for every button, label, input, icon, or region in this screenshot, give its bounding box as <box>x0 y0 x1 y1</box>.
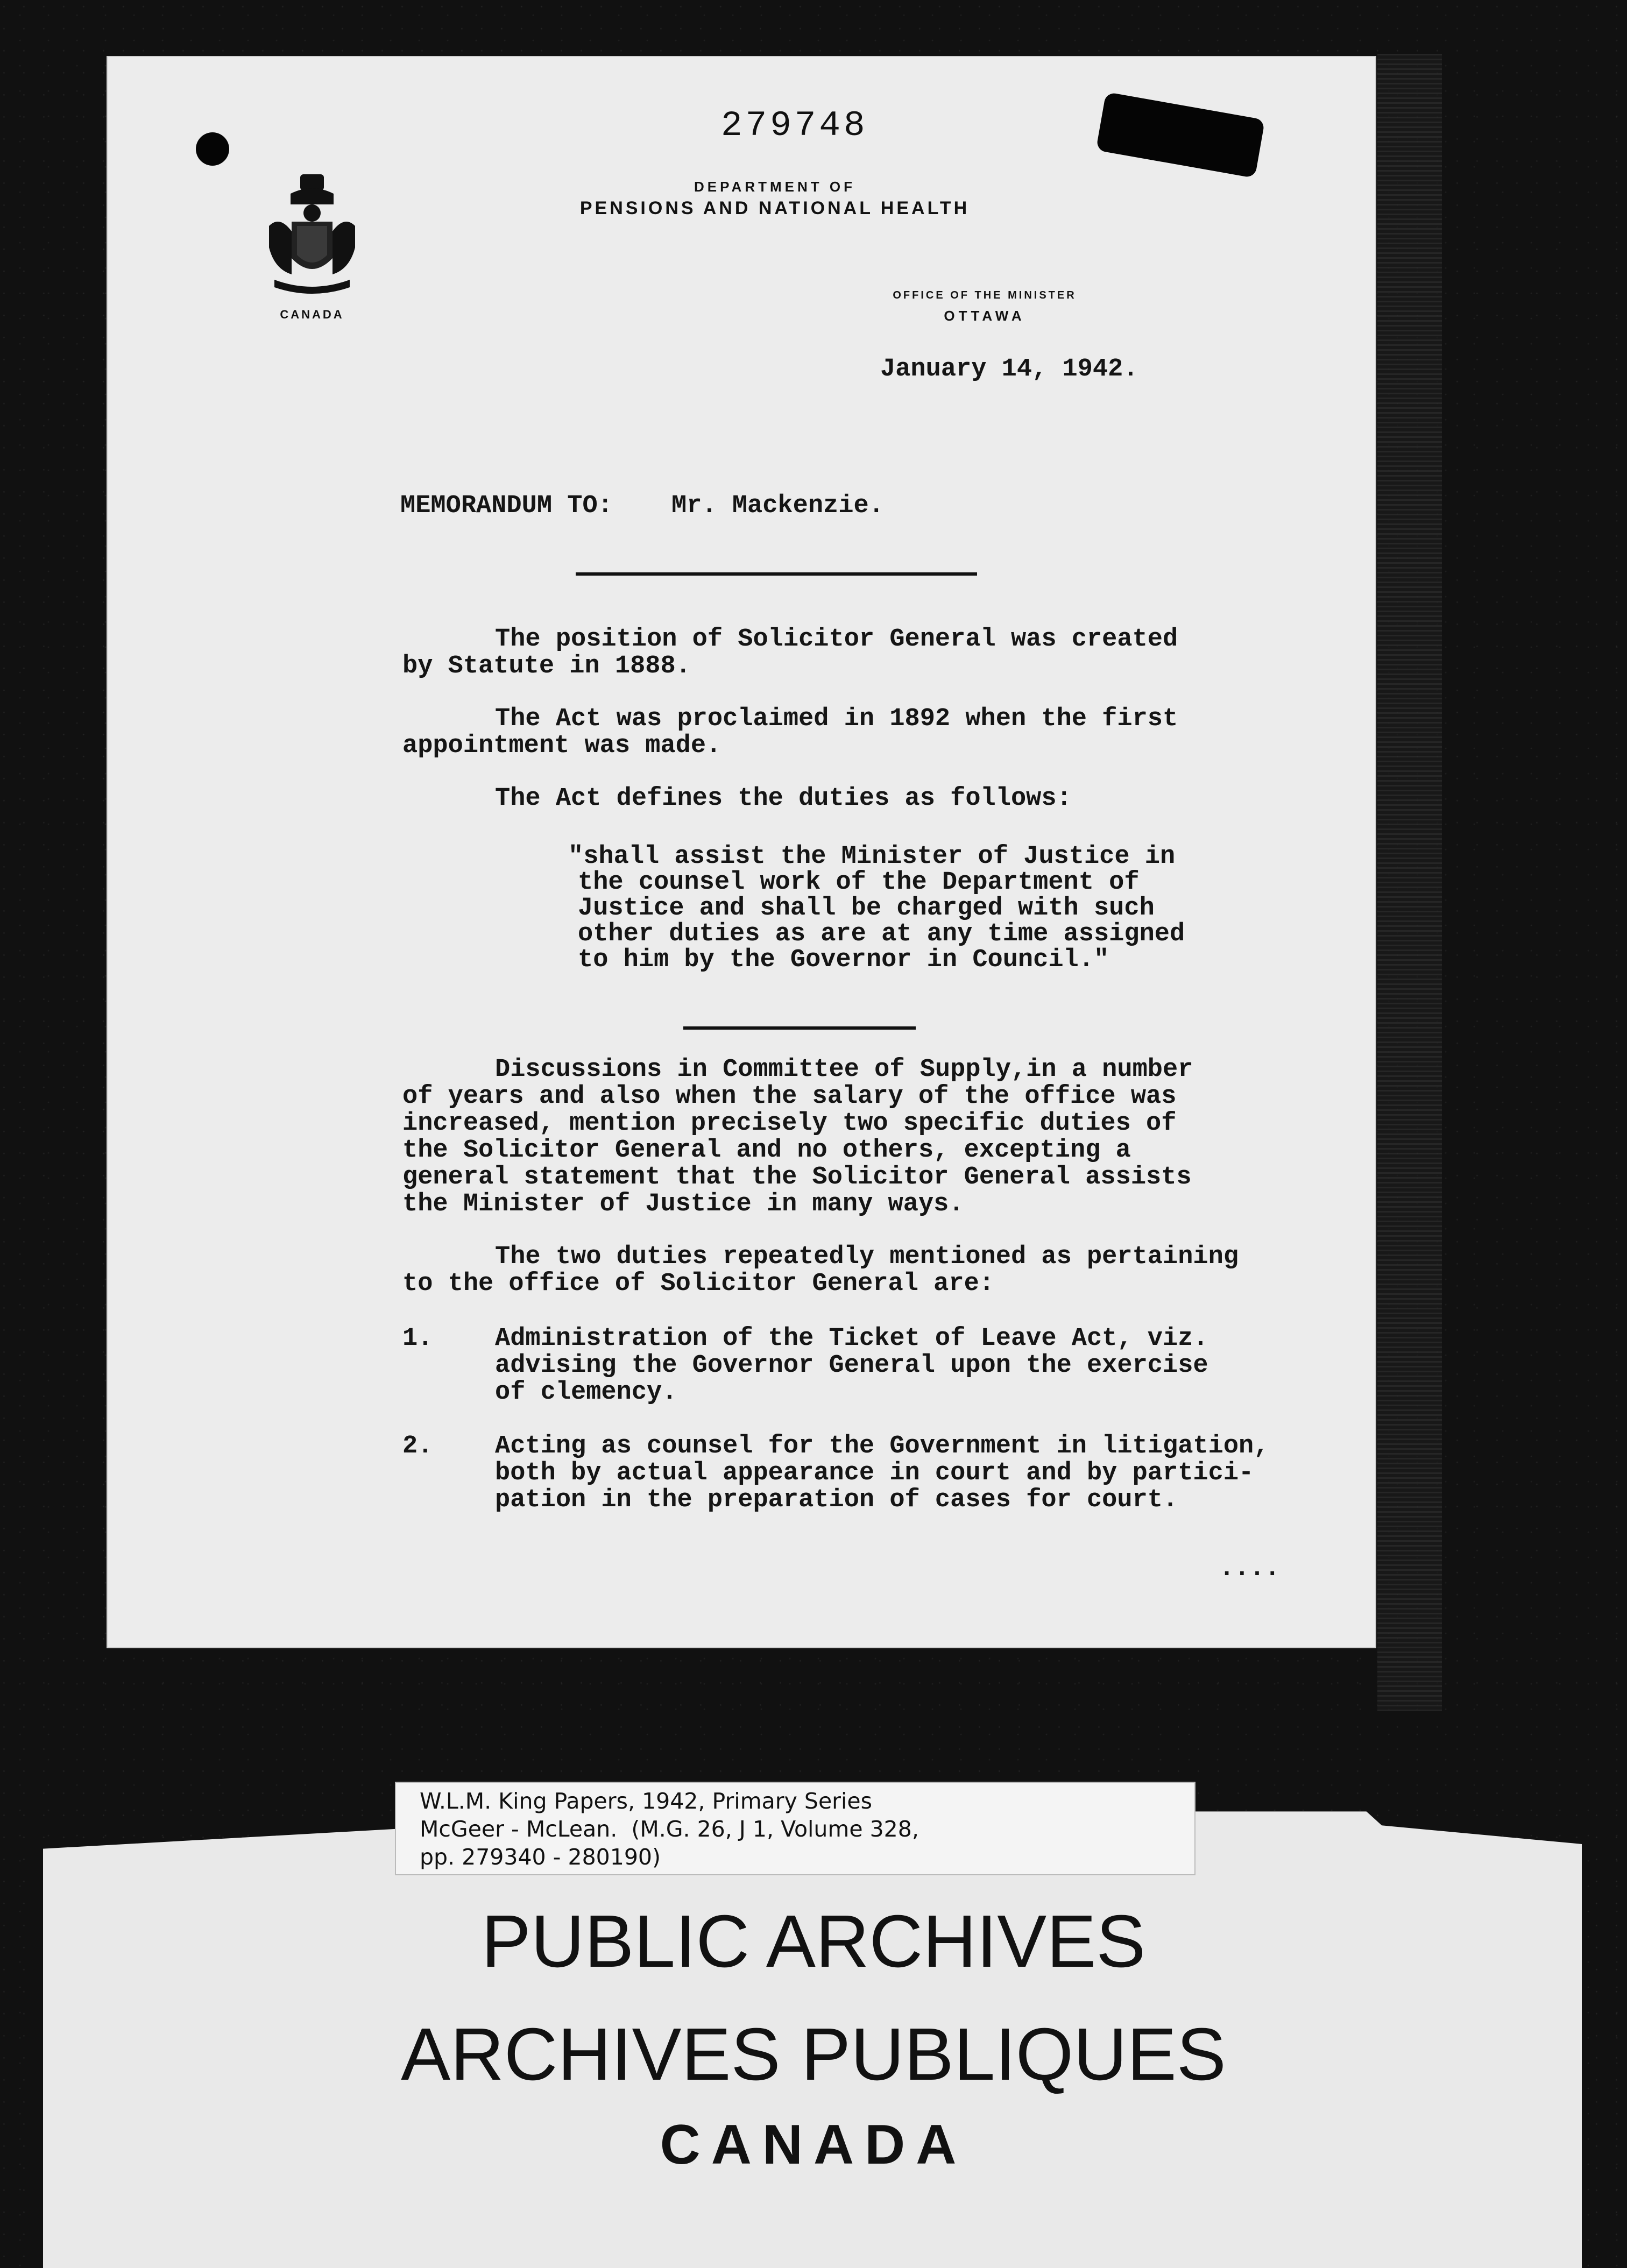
department-label: DEPARTMENT OF <box>694 179 855 195</box>
header-divider <box>576 572 977 576</box>
list-number: 2. <box>402 1432 433 1461</box>
list-item-line: pation in the preparation of cases for court. <box>495 1486 1178 1514</box>
paragraph-line: to the office of Solicitor General are: <box>402 1270 994 1298</box>
list-number: 1. <box>402 1324 433 1353</box>
memo-recipient: Mr. Mackenzie. <box>671 492 884 520</box>
list-item-line: Administration of the Ticket of Leave Act, viz. <box>495 1324 1208 1353</box>
memo-date: January 14, 1942. <box>880 355 1138 384</box>
page-edge-shadow <box>1377 54 1442 1711</box>
quote-line: "shall assist the Minister of Justice in <box>568 842 1176 871</box>
list-item-line: advising the Governor General upon the exercise <box>495 1351 1208 1380</box>
paragraph-line: general statement that the Solicitor General assists <box>402 1163 1192 1192</box>
list-item-line: Acting as counsel for the Government in litigation, <box>495 1432 1269 1461</box>
continuation-dots: .... <box>1219 1555 1280 1583</box>
paragraph-line: of years and also when the salary of the office was <box>402 1082 1177 1111</box>
list-item-line: of clemency. <box>495 1378 677 1407</box>
paragraph-line: The Act was proclaimed in 1892 when the first <box>495 705 1178 733</box>
paragraph-line: the Minister of Justice in many ways. <box>402 1190 964 1218</box>
section-divider <box>683 1026 916 1030</box>
label-line: W.L.M. King Papers, 1942, Primary Series <box>420 1788 873 1814</box>
quote-line: the counsel work of the Department of <box>578 868 1140 897</box>
memo-to-label: MEMORANDUM TO: <box>400 492 613 520</box>
banner-country: CANADA <box>660 2114 967 2176</box>
crest-caption: CANADA <box>280 308 344 321</box>
label-line: McGeer - McLean. (M.G. 26, J 1, Volume 328, <box>420 1816 919 1842</box>
paragraph-line: The position of Solicitor General was created <box>495 625 1178 654</box>
banner-title-english: PUBLIC ARCHIVES <box>481 1900 1146 1983</box>
label-line: pp. 279340 - 280190) <box>420 1844 661 1870</box>
paragraph-line: the Solicitor General and no others, excepting a <box>402 1136 1131 1165</box>
archive-reference-label <box>395 1782 1196 1875</box>
list-item-line: both by actual appearance in court and by partici- <box>495 1459 1254 1487</box>
office-label: OFFICE OF THE MINISTER <box>893 289 1077 301</box>
quote-line: Justice and shall be charged with such <box>578 894 1155 923</box>
paragraph-line: increased, mention precisely two specific duties of <box>402 1109 1177 1138</box>
office-city: OTTAWA <box>944 308 1025 324</box>
quote-line: to him by the Governor in Council." <box>578 946 1109 974</box>
coat-of-arms-icon <box>258 172 366 301</box>
punch-hole <box>196 132 229 166</box>
archive-page-number: 279748 <box>721 105 868 146</box>
banner-title-french: ARCHIVES PUBLIQUES <box>401 2013 1226 2096</box>
paragraph-line: The Act defines the duties as follows: <box>495 784 1072 813</box>
quote-line: other duties as are at any time assigned <box>578 920 1185 948</box>
paragraph-line: by Statute in 1888. <box>402 652 691 681</box>
department-name: PENSIONS AND NATIONAL HEALTH <box>579 198 970 218</box>
paragraph-line: Discussions in Committee of Supply,in a number <box>495 1055 1193 1084</box>
paragraph-line: appointment was made. <box>402 732 721 760</box>
paragraph-line: The two duties repeatedly mentioned as pertaining <box>495 1243 1239 1271</box>
